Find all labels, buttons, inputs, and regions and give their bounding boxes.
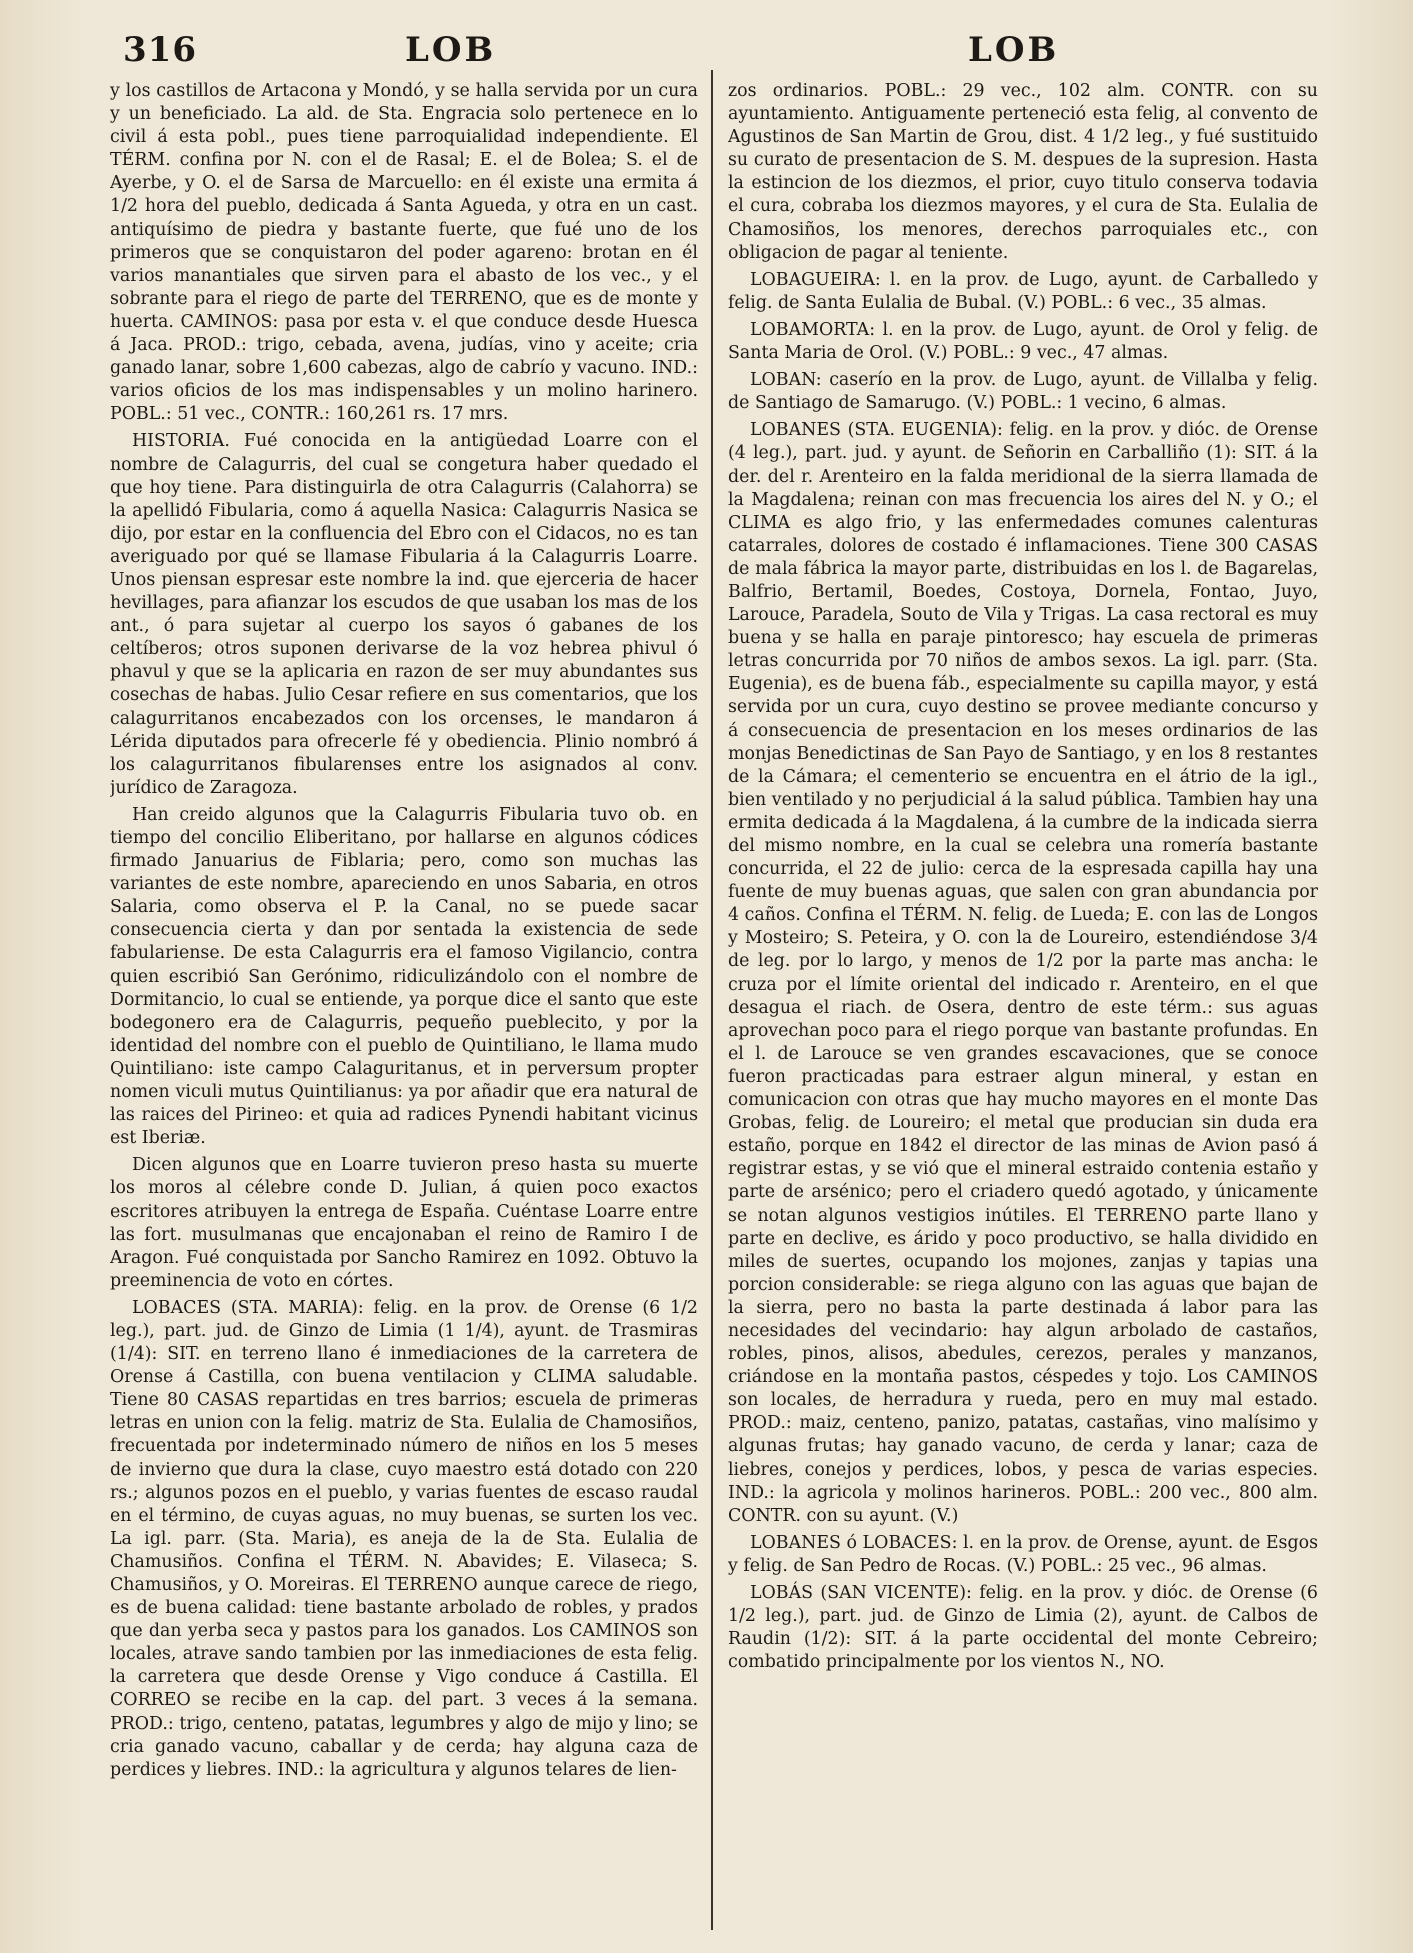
- entry-lobamorta: LOBAMORTA: l. en la prov. de Lugo, ayunt. de Orol y felig. de Santa Maria de Orol. (V.) POBL.: 9 vec., 47 almas.: [728, 319, 1318, 364]
- entry-loarre-moros: Dicen algunos que en Loarre tuvieron preso hasta su muerte los moros al célebre conde D. Julian, á quien poco exactos escritores atribuyen la entrega de España. Cuéntase Loarre entre las fort. musulmanas que encajonaban el reino de Ramiro I de Aragon. Fué conquistada por Sancho Ramirez en 1092. Obtuvo la preeminencia de voto en córtes.: [110, 1155, 698, 1291]
- left-column: [110, 80, 698, 1940]
- entry-historia: HISTORIA. Fué conocida en la antigüedad Loarre con el nombre de Calagurris, del cual se congetura haber quedado el que hoy tiene. Para distinguirla de otra Calagurris (Calahorra) se la apellidó Fibularia, como á aquella Nasica: Calagurris Nasica se dijo, por estar en la confluencia del Ebro con el Cidacos, no es tan averiguado por qué se llamase Fibularia á la Calagurris Loarre. Unos piensan espresar este nombre la ind. que ejerceria de hacer hevillages, para afianzar los escudos de que usaban los mas de los ant., ó para sujetar al cuerpo los sayos ó gabanes de los celtíberos; otros suponen derivarse de la voz hebrea phivul ó phavul y que se la aplicaria en razon de ser muy abundantes sus cosechas de habas. Julio Cesar refiere en sus comentarios, que los calagurritanos encabezados con los orcenses, le mandaron á Lérida diputados para ofrecerle fé y obediencia. Plinio nombró á los calagurritanos fibularenses entre los asignados al conv. jurídico de Zaragoza.: [110, 431, 698, 798]
- entry-lobaces-continuation: zos ordinarios. POBL.: 29 vec., 102 alm. CONTR. con su ayuntamiento. Antiguamente perteneció esta felig, al convento de Agustinos de San Martin de Grou, dist. 4 1/2 leg., y fué sustituido su curato de presentacion de S. M. despues de la supresion. Hasta la estincion de los diezmos, el prior, cuyo titulo conserva todavia el cura, cobraba los diezmos mayores, y el cura de Sta. Eulalia de Chamosiños, los menores, derechos parroquiales etc., con obligacion de pagar al teniente.: [728, 81, 1318, 263]
- page-number: 316: [123, 30, 197, 70]
- entry-lobanes: LOBANES (STA. EUGENIA): felig. en la prov. y dióc. de Orense (4 leg.), part. jud. y ayunt. de Señorin en Carballiño (1): SIT. á la der. del r. Arenteiro en la falda meridional de la sierra llamada de la Magdalena; reinan con mas frecuencia los aires del N. y O.; el CLIMA es algo frio, y las enfermedades comunes calenturas catarrales, dolores de costado é inflamaciones. Tiene 300 CASAS de mala fábrica la mayor parte, distribuidas en los l. de Bagarelas, Balfrio, Bertamil, Boedes, Costoya, Dornela, Fontao, Juyo, Larouce, Paradela, Souto de Vila y Trigas. La casa rectoral es muy buena y se halla en paraje pintoresco; hay escuela de primeras letras concurrida por 70 niños de ambos sexos. La igl. parr. (Sta. Eugenia), es de buena fáb., especialmente su capilla mayor, y está servida por un cura, cuyo destino se provee mediante concurso y á consecuencia de presentacion en los meses ordinarios de las monjas Benedictinas de San Payo de Santiago, y en los 8 restantes de la Cámara; el cementerio se encuentra en el átrio de la igl., bien ventilado y no perjudicial á la salud pública. Tambien hay una ermita dedicada á la Magdalena, á la cumbre de la indicada sierra del mismo nombre, en la cual se celebra una romería bastante concurrida, el 22 de julio: cerca de la espresada capilla hay una fuente de muy buenas aguas, que salen con gran abundancia por 4 caños. Confina el TÉRM. N. felig. de Lueda; E. con las de Longos y Mosteiro; S. Peteira, y O. con la de Loureiro, estendiéndose 3/4 de leg. por lo largo, y menos de 1/2 por la parte mas ancha: le cruza por el límite oriental del indicado r. Arenteiro, en el que desagua el riach. de Osera, dentro de este térm.: sus aguas aprovechan poco para el riego porque van bastante profundas. En el l. de Larouce se ven grandes escavaciones, que se conoce fueron practicadas para estraer algun mineral, y estan en comunicacion con otras que hay mucho mayores en el monte Das Grobas, felig. de Loureiro; el metal que producian sin duda era estaño, porque en 1842 el director de las minas de Avion pasó á registrar estas, y se vió que el mineral estraido contenia estaño y parte de arsénico; pero el criadero quedó agotado, y únicamente se notan algunos vestigios inútiles. El TERRENO parte llano y parte en declive, es árido y poco productivo, se halla dividido en miles de suertes, ocupando los mojones, zanjas y tapias una porcion considerable: se riega alguno con las aguas que bajan de la sierra, pero no basta la parte destinada á labor para las necesidades del vecindario: hay algun arbolado de castaños, robles, pinos, alisos, abedules, cerezos, perales y manzanos, criándose en la montaña pastos, céspedes y tojo. Los CAMINOS son locales, de herradura y rueda, pero en muy mal estado. PROD.: maiz, centeno, panizo, patatas, castañas, vino malísimo y algunas frutas; hay ganado vacuno, de cerda y lanar; caza de liebres, conejos y perdices, lobos, y pesca de varias especies. IND.: la agricola y molinos harineros. POBL.: 200 vec., 800 alm. CONTR. con su ayunt. (V.): [728, 420, 1318, 1526]
- entry-calagurris: Han creido algunos que la Calagurris Fibularia tuvo ob. en tiempo del concilio Eliberitano, por hallarse en algunos códices firmado Januarius de Fiblaria; pero, como son muchas las variantes de este nombre, apareciendo en unos Sabaria, en otros Salaria, como observa el P. la Canal, no se puede sacar consecuencia cierta y dan por sentada la existencia de sede fabulariense. De esta Calagurris era el famoso Vigilancio, contra quien escribió San Gerónimo, ridiculizándolo con el nombre de Dormitancio, lo cual se entiende, ya porque dice el santo que este bodegonero era de Calagurris, pequeño pueblecito, y por la identidad del nombre con el pueblo de Quintiliano, le llama mudo Quintiliano: iste campo Calaguritanus, et in perversum propter nomen viculi mutus Quintilianus: ya por añadir que era natural de las raices del Pirineo: et quia ad radices Pynendi habitant vicinus est Iberiæ.: [110, 804, 698, 1149]
- entry-lobas: LOBÁS (SAN VICENTE): felig. en la prov. y dióc. de Orense (6 1/2 leg.), part. jud. de Ginzo de Limia (2), ayunt. de Calbos de Raudin (1/2): SIT. á la parte occidental del monte Cebreiro; combatido principalmente por los vientos N., NO.: [728, 1583, 1318, 1673]
- entry-loban: LOBAN: caserío en la prov. de Lugo, ayunt. de Villalba y felig. de Santiago de Samarugo. (V.) POBL.: 1 vecino, 6 almas.: [728, 370, 1318, 414]
- running-head-left: LOB: [405, 30, 497, 70]
- running-head-right: LOB: [968, 30, 1060, 70]
- column-divider: [711, 70, 713, 1930]
- right-column: [728, 80, 1318, 1940]
- entry-lobaces: LOBACES (STA. MARIA): felig. en la prov. de Orense (6 1/2 leg.), part. jud. de Ginzo de Limia (1 1/4), ayunt. de Trasmiras (1/4): SIT. en terreno llano é inmediaciones de la carretera de Orense á Castilla, con buena ventilacion y CLIMA saludable. Tiene 80 CASAS repartidas en tres barrios; escuela de primeras letras en union con la felig. matriz de Sta. Eulalia de Chamosiños, frecuentada por indeterminado número de niños en los 5 meses de invierno que dura la clase, cuyo maestro está dotado con 220 rs.; algunos pozos en el pueblo, y varias fuentes de escaso raudal en el término, de cuyas aguas, no muy buenas, se surten los vec. La igl. parr. (Sta. Maria), es aneja de la de Sta. Eulalia de Chamusiños. Confina el TÉRM. N. Abavides; E. Vilaseca; S. Chamusiños, y O. Moreiras. El TERRENO aunque carece de riego, es de buena calidad: tiene bastante arbolado de robles, y prados que dan yerba seca y pastos para los ganados. Los CAMINOS son locales, atrave sando tambien por las inmediaciones de esta felig. la carretera que desde Orense y Vigo conduce á Castilla. El CORREO se recibe en la cap. del part. 3 veces á la semana. PROD.: trigo, centeno, patatas, legumbres y algo de mijo y lino; se cria ganado vacuno, caballar y de cerda; hay alguna caza de perdices y liebres. IND.: la agricultura y algunos telares de lien-: [110, 1297, 698, 1780]
- entry-loarre-continuation: y los castillos de Artacona y Mondó, y se halla servida por un cura y un beneficiado. La ald. de Sta. Engracia solo pertenece en lo civil á esta pobl., pues tiene parroquialidad independiente. El TÉRM. confina por N. con el de Rasal; E. el de Bolea; S. el de Ayerbe, y O. el de Sarsa de Marcuello: en él existe una ermita á 1/2 hora del pueblo, dedicada á Santa Agueda, y otra en un cast. antiquísimo de piedra y bastante fuerte, que fué uno de los primeros que se conquistaron del poder agareno: brotan en él varios manantiales que sirven para el abasto de los vec., y el sobrante para el riego de parte del TERRENO, que es de monte y huerta. CAMINOS: pasa por esta v. el que conduce desde Huesca á Jaca. PROD.: trigo, cebada, avena, judías, vino y aceite; cria ganado lanar, sobre 1,600 cabezas, algo de cabrío y vacuno. IND.: varios oficios de los mas indispensables y un molino harinero. POBL.: 51 vec., CONTR.: 160,261 rs. 17 mrs.: [110, 81, 698, 425]
- entry-lobagueira: LOBAGUEIRA: l. en la prov. de Lugo, ayunt. de Carballedo y felig. de Santa Eulalia de Bubal. (V.) POBL.: 6 vec., 35 almas.: [728, 269, 1318, 313]
- entry-lobanes-lobaces: LOBANES ó LOBACES: l. en la prov. de Orense, ayunt. de Esgos y felig. de San Pedro de Rocas. (V.) POBL.: 25 vec., 96 almas.: [728, 1532, 1318, 1576]
